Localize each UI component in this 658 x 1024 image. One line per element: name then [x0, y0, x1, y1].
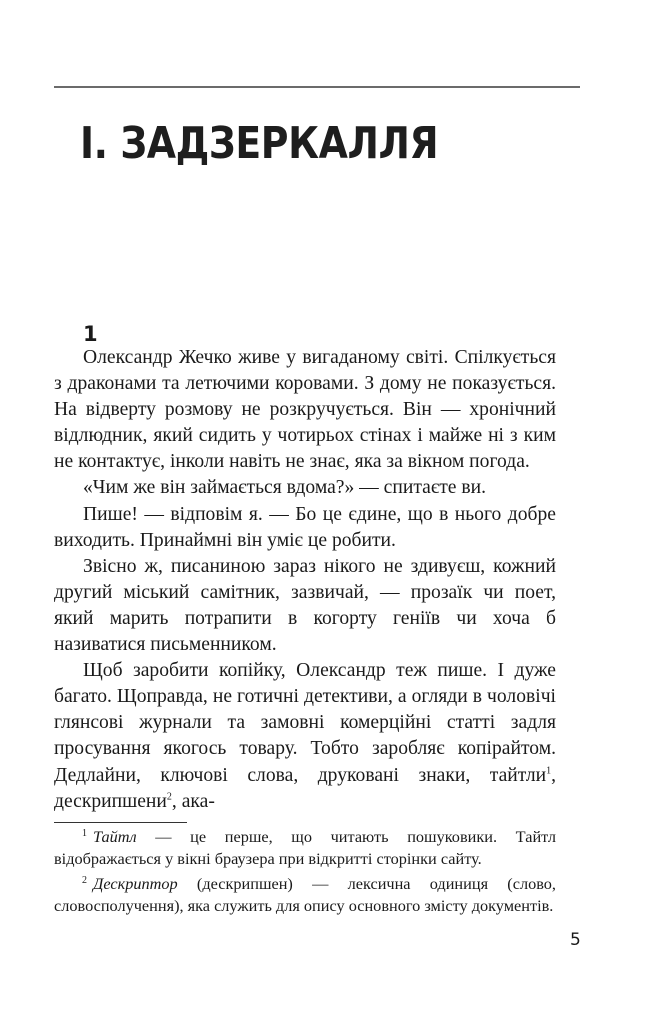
paragraph: Олександр Жечко живе у вигаданому світі. Спілкується з драконами та летючими коровами. З дому не показується. На відверту розмову не розкручується. Він — хронічний відлюдник, який сидить у чотирьох стінах і майже ні з ким не контактує, інколи навіть не знає, яка за вікном погода.: [54, 347, 556, 473]
footnote-term: Тайтл: [93, 827, 137, 846]
footnote-text: (дескрипшен) — лексична одиниця (слово, словосполучення), яка служить для опису основного змісту документів.: [54, 874, 556, 915]
footnote-text: — це перше, що читають пошуковики. Тайтл відображається у вікні браузера при відкритті сторінки сайту.: [54, 827, 556, 868]
paragraph: Звісно ж, писаниною зараз нікого не здивуєш, кожний другий міський самітник, зазвичай, — прозаїк чи поет, який марить потрапити в когорту геніїв чи хоча б називатися письменником.: [54, 555, 556, 656]
body-text: [54, 345, 556, 815]
paragraph: Пише! — відповім я. — Бо це єдине, що в нього добре виходить. Принаймні він уміє це робити.: [54, 503, 556, 551]
section-number: 1: [83, 322, 98, 346]
chapter-title: I. ЗАДЗЕРКАЛЛЯ: [80, 118, 439, 169]
paragraph: [54, 658, 556, 815]
footnotes: [54, 826, 556, 920]
footnote: [54, 826, 556, 870]
paragraph: «Чим же він займається вдома?» — спитаєте ви.: [83, 477, 487, 499]
paragraph-text: , дескрипшени: [54, 764, 556, 812]
paragraph-text: , ака-: [171, 790, 215, 812]
footnote-mark: 1: [82, 827, 87, 839]
footnote: [54, 873, 556, 917]
page-number: 5: [570, 930, 581, 950]
header-rule: [54, 86, 580, 88]
footnote-separator: [54, 822, 187, 823]
paragraph-text: Щоб заробити копійку, Олександр теж пише. І дуже багато. Щоправда, не готичні детективи, а огляди в чоловічі глянсові журнали та замовні комерційні статті задля просування якогось товару. Тобто заробляє копірайтом. Дедлайни, ключові слова, друковані знаки, тайтли: [54, 660, 556, 786]
footnote-ref: 1: [546, 764, 552, 776]
footnote-term: Дескриптор: [93, 874, 178, 893]
footnote-mark: 2: [82, 874, 87, 886]
footnote-ref: 2: [166, 791, 172, 803]
